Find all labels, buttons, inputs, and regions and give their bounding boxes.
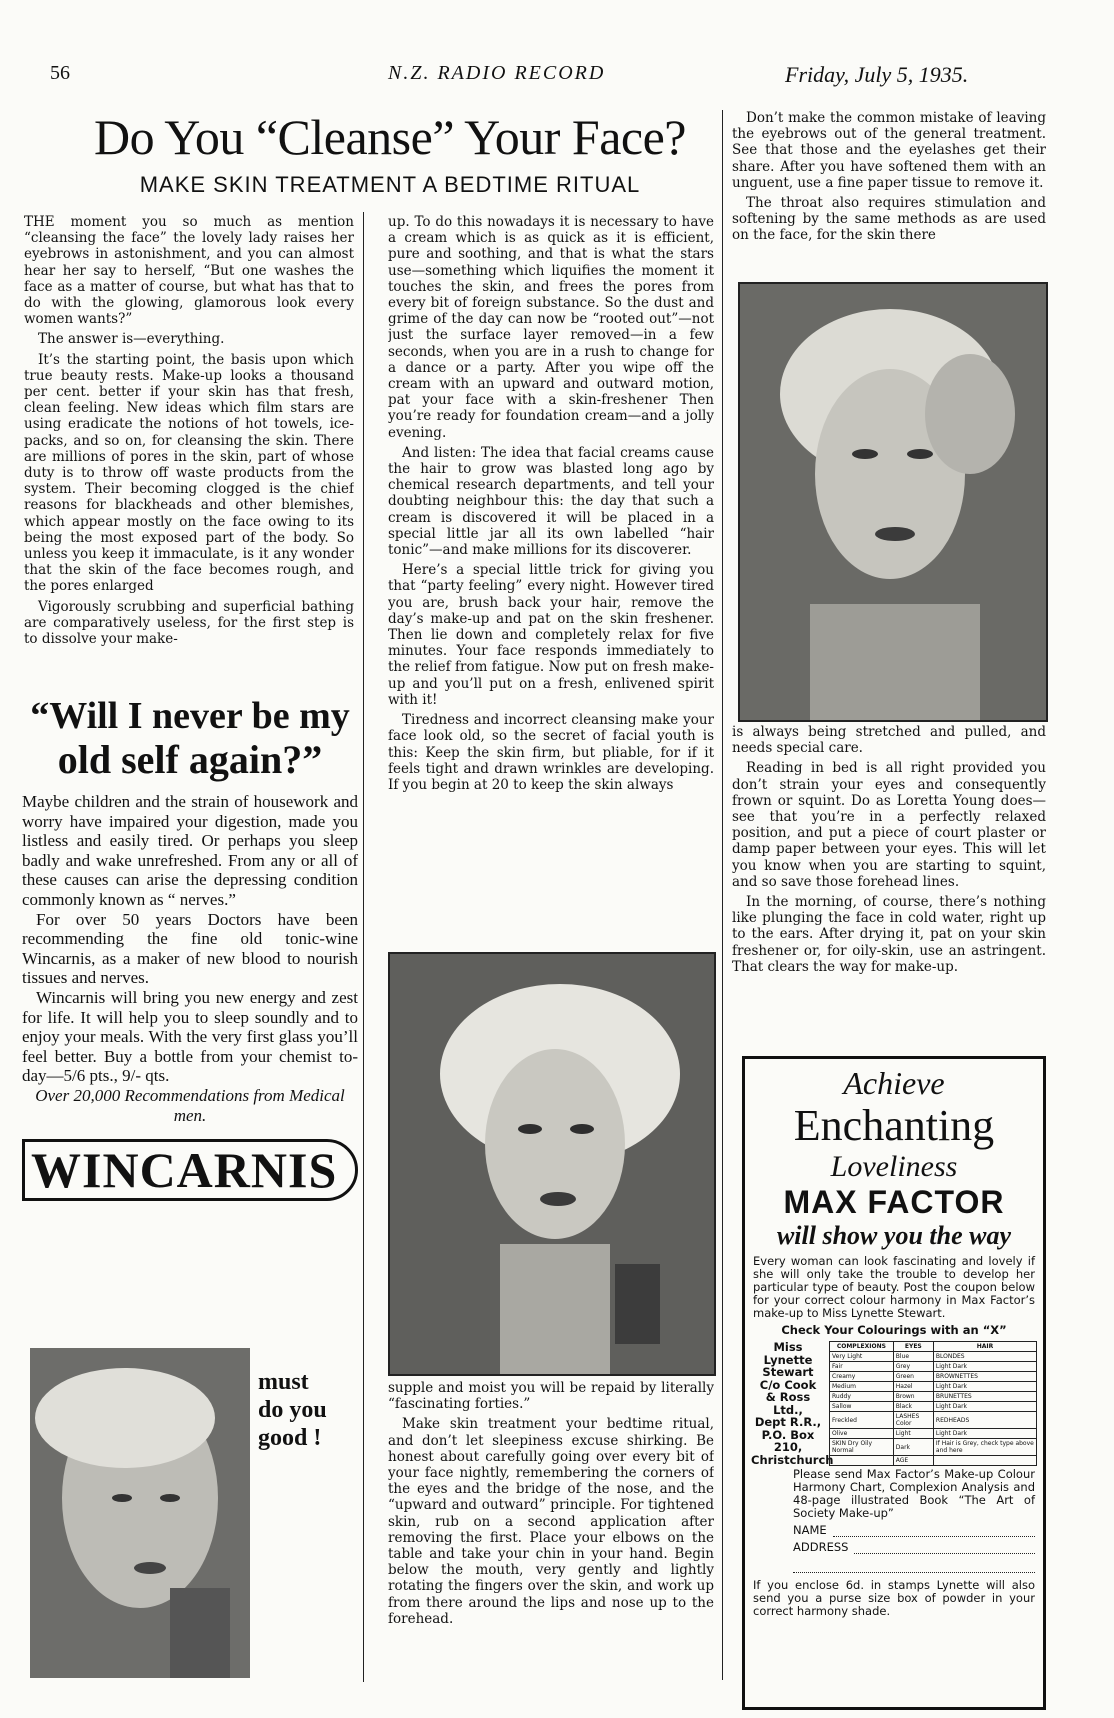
article-paragraph: Tiredness and incorrect cleansing make your face look old, so the secret of facial youth is this: Keep the skin firm, but pliable, for if it feels tight and drawn wrinkles are developing. If you begin at 20 to keep the skin always (388, 712, 714, 793)
checkbox-option[interactable]: Brown (893, 1392, 933, 1402)
colouring-checklist (829, 1341, 1037, 1466)
checkbox-option[interactable]: Light Dark (933, 1402, 1036, 1412)
address-line: & Ross (765, 1390, 811, 1404)
checkbox-option[interactable]: Very Light (830, 1352, 894, 1362)
address-label: ADDRESS (793, 1540, 849, 1554)
column-divider (722, 110, 723, 1680)
article-subtitle: MAKE SKIN TREATMENT A BEDTIME RITUAL (139, 172, 641, 197)
article-paragraph: supple and moist you will be repaid by literally “fascinating forties.” (388, 1380, 714, 1413)
grid-header: HAIR (933, 1342, 1036, 1352)
max-factor-line-3: Loveliness (830, 1150, 958, 1183)
checkbox-option[interactable]: Light Dark (933, 1362, 1036, 1372)
max-factor-brand: MAX FACTOR (783, 1184, 1005, 1220)
checkbox-option[interactable]: Light (893, 1429, 933, 1439)
max-factor-body: Every woman can look fascinating and lovely if she will only take the trouble to develop her particular type of beauty. Post the coupon below for your correct colour harmony in Max Factor’s make-up to Miss Lynette Stewart. (753, 1254, 1035, 1320)
checkbox-option[interactable]: AGE (893, 1455, 933, 1465)
checkbox-option[interactable]: Light Dark (933, 1382, 1036, 1392)
wincarnis-headline-1: “Will I never be my (30, 695, 350, 737)
grid-header: COMPLEXIONS (830, 1342, 894, 1352)
wincarnis-paragraph: For over 50 years Doctors have been recommending the fine old tonic-wine Wincarnis, as a maker of new blood to nourish tissues and nerves. (22, 909, 358, 988)
checkbox-option[interactable]: Creamy (830, 1372, 894, 1382)
checkbox-option[interactable]: Hazel (893, 1382, 933, 1392)
checkbox-option[interactable]: Blue (893, 1352, 933, 1362)
name-field[interactable] (833, 1526, 1035, 1537)
article-paragraph: And listen: The idea that facial creams cause the hair to grow was blasted long ago by chemical research departments, and tell your doubting neighbour this: the day that such a cream is discovered it will be placed in a special little jar all its own labelled “hair tonic”—and make millions for its discoverer. (388, 444, 714, 559)
address-field-line-2[interactable] (793, 1564, 1035, 1573)
woman-with-cream-photo (388, 952, 716, 1376)
publication-name: N.Z. RADIO RECORD (388, 62, 606, 84)
checkbox-option[interactable]: Freckled (830, 1412, 894, 1429)
article-paragraph: is always being stretched and pulled, and needs special care. (732, 724, 1046, 757)
article-column-3-top (732, 110, 1046, 260)
article-paragraph: It’s the starting point, the basis upon which true beauty rests. Make-up looks a thousand per cent. better if your skin has that fresh, clean feeling. New ideas which film stars are using eradicate the notions of hot towels, ice-packs, and so on, for cleansing the skin. There are millions of pores in the skin, part of whose duty is to throw off waste products from the system. Their becoming clogged is the chief reasons for blackheads and other blemishes, which appear mostly on the face owing to its being the most exposed part of the body. So unless you keep it immaculate, is it any wonder that the skin of the face becomes rough, and the pores enlarged (24, 351, 354, 595)
article-paragraph: Make skin treatment your bedtime ritual, and don’t let sleepiness excuse shirking. Be honest about carefully going over every bit of your face nightly, remembering the corners of the eyes and the bridge of the nose, and the “upward and outward” principle. For tightened skin, rub on a second application after removing the first. Place your elbows on the table and take your chin in your hand. Begin below the mouth, very gently and lightly rotating the fingers over the skin, and work up from there around the lips and nose up to the forehead. (388, 1416, 714, 1627)
wincarnis-advertisement (22, 688, 358, 1698)
checkbox-option[interactable]: Grey (893, 1362, 933, 1372)
address-line: Ltd., (773, 1402, 803, 1417)
article-paragraph: Reading in bed is all right provided you don’t strain your eyes and consequently frown or squint. Do as Loretta Young does—see that you’re in a perfectly relaxed position, and put a piece of court plaster or damp paper between your eyes. This will let you know when you are starting to squint, and so save those forehead lines. (732, 760, 1046, 890)
article-paragraph: Here’s a special little trick for giving you that “party feeling” every night. However tired you are, brush back your hair, remove the day’s make-up and pat on the skin freshener. Then lie down and completely relax for five minutes. Your face responds immediately to the relief from fatigue. Now put on fresh make-up and you’ll put on a fresh, enlivened spirit with it! (388, 562, 714, 708)
article-column-3-bottom (732, 724, 1046, 1034)
address-line: P.O. Box (761, 1427, 815, 1442)
checkbox-option[interactable]: BROWNETTES (933, 1372, 1036, 1382)
wincarnis-recommendation: Over 20,000 Recommendations from Medical men. (35, 1085, 345, 1125)
article-column-2-top (388, 214, 714, 946)
max-factor-advertisement (742, 1056, 1046, 1710)
max-factor-request: Please send Max Factor’s Make-up Colour Harmony Chart, Complexion Analysis and 48-page illustrated Book “The Art of Society Make-up” (793, 1467, 1035, 1520)
max-factor-tagline: will show you the way (776, 1221, 1012, 1250)
wincarnis-logo: WINCARNIS (22, 1139, 358, 1201)
checkbox-option[interactable]: Ruddy (830, 1392, 894, 1402)
article-column-1 (24, 214, 354, 682)
grid-header: EYES (893, 1342, 933, 1352)
address-line: Dept R.R., (754, 1415, 822, 1429)
wincarnis-woman-photo (30, 1348, 250, 1678)
checkbox-option[interactable]: Green (893, 1372, 933, 1382)
checkbox-option[interactable]: If Hair is Grey, check type above and here (933, 1439, 1036, 1456)
checkbox-option[interactable]: LASHES Color (893, 1412, 933, 1429)
wincarnis-headline-2: old self again?” (57, 737, 323, 782)
checkbox-option[interactable]: REDHEADS (933, 1412, 1036, 1429)
checkbox-option[interactable]: Dark (893, 1439, 933, 1456)
page-number: 56 (50, 62, 70, 84)
article-paragraph: In the morning, of course, there’s nothing like plunging the face in cold water, right up to the ears. After drying it, pat on your skin freshener or, for oily-skin, use an astringent. That clears the way for make-up. (732, 894, 1046, 975)
checkbox-option[interactable]: SKIN Dry Oily Normal (830, 1439, 894, 1456)
checkbox-option[interactable]: BRUNETTES (933, 1392, 1036, 1402)
max-factor-address (751, 1340, 834, 1467)
wincarnis-paragraph: Wincarnis will bring you new energy and zest for life. It will help you to sleep soundly and to enjoy your meals. With the very first glass you’ll feel better. Buy a bottle from your chemist to-day—5/6 pts., 9/- qts. (22, 987, 358, 1086)
address-line: C/o Cook (759, 1377, 817, 1392)
article-paragraph: The throat also requires stimulation and softening by the same methods as are used on the face, for the skin there (732, 195, 1046, 244)
checkbox-option[interactable]: Fair (830, 1362, 894, 1372)
address-line: Stewart (762, 1365, 814, 1379)
article-paragraph: Don’t make the common mistake of leaving the eyebrows out of the general treatment. See that those and the eyelashes get their share. After you have softened them with an unguent, use a fine paper tissue to remove it. (732, 110, 1046, 191)
wincarnis-slogan: must (258, 1369, 309, 1395)
article-paragraph: Vigorously scrubbing and superficial bathing are comparatively useless, for the first step is to dissolve your make- (24, 598, 354, 648)
address-line: Miss Lynette (763, 1340, 813, 1367)
max-factor-line-2: Enchanting (793, 1101, 995, 1150)
address-line: Christchurch (751, 1452, 834, 1467)
wincarnis-slogan: do you (258, 1397, 327, 1423)
checkbox-option[interactable]: Light Dark (933, 1429, 1036, 1439)
name-label: NAME (793, 1523, 827, 1537)
checkbox-option[interactable]: BLONDES (933, 1352, 1036, 1362)
issue-date: Friday, July 5, 1935. (785, 62, 969, 87)
max-factor-footer: If you enclose 6d. in stamps Lynette will also send you a purse size box of powder in your correct harmony shade. (753, 1578, 1035, 1618)
address-field[interactable] (854, 1543, 1035, 1554)
wincarnis-body (22, 792, 358, 1125)
wincarnis-paragraph: Maybe children and the strain of housework and worry have impaired your digestion, made you listless and easily tired. Or perhaps you sleep badly and wake unrefreshed. From any or all of these causes can arise the depressing condition commonly known as “ nerves.” (22, 792, 358, 909)
checkbox-option[interactable]: Medium (830, 1382, 894, 1392)
wincarnis-slogan: good ! (258, 1425, 322, 1451)
checkbox-option[interactable]: Sallow (830, 1402, 894, 1412)
article-column-2-bottom (388, 1380, 714, 1680)
column-divider (363, 212, 364, 1682)
max-factor-check-line: Check Your Colourings with an “X” (781, 1323, 1007, 1337)
article-paragraph: THE moment you so much as mention “cleansing the face” the lovely lady raises her eyebrows in astonishment, and you can almost hear her say to herself, “But one washes the face as a matter of course, but what has that to do with the glowing, glamorous look every women wants?” (24, 214, 354, 328)
woman-portrait-photo (738, 282, 1048, 722)
checkbox-option[interactable]: Olive (830, 1429, 894, 1439)
article-paragraph: up. To do this nowadays it is necessary to have a cream which is as quick as it is efficient, pure and soothing, and that is what the stars use—something which liquifies the moment it touches the skin, and frees the pores from every bit of foreign substance. So the dust and grime of the day can now be “rooted out”—not just the surface layer removed—in a few seconds, when you are in a rush to change for a dance or a party. After you wipe off the cream with an upward and outward motion, pat your face with a skin-freshener Then you’re ready for foundation cream—and a jolly evening. (388, 214, 714, 441)
article-paragraph: The answer is—everything. (38, 331, 225, 348)
max-factor-line-1: Achieve (843, 1065, 945, 1101)
checkbox-option[interactable]: Black (893, 1402, 933, 1412)
article-title: Do You “Cleanse” Your Face? (94, 109, 686, 165)
address-line: 210, (773, 1440, 803, 1454)
